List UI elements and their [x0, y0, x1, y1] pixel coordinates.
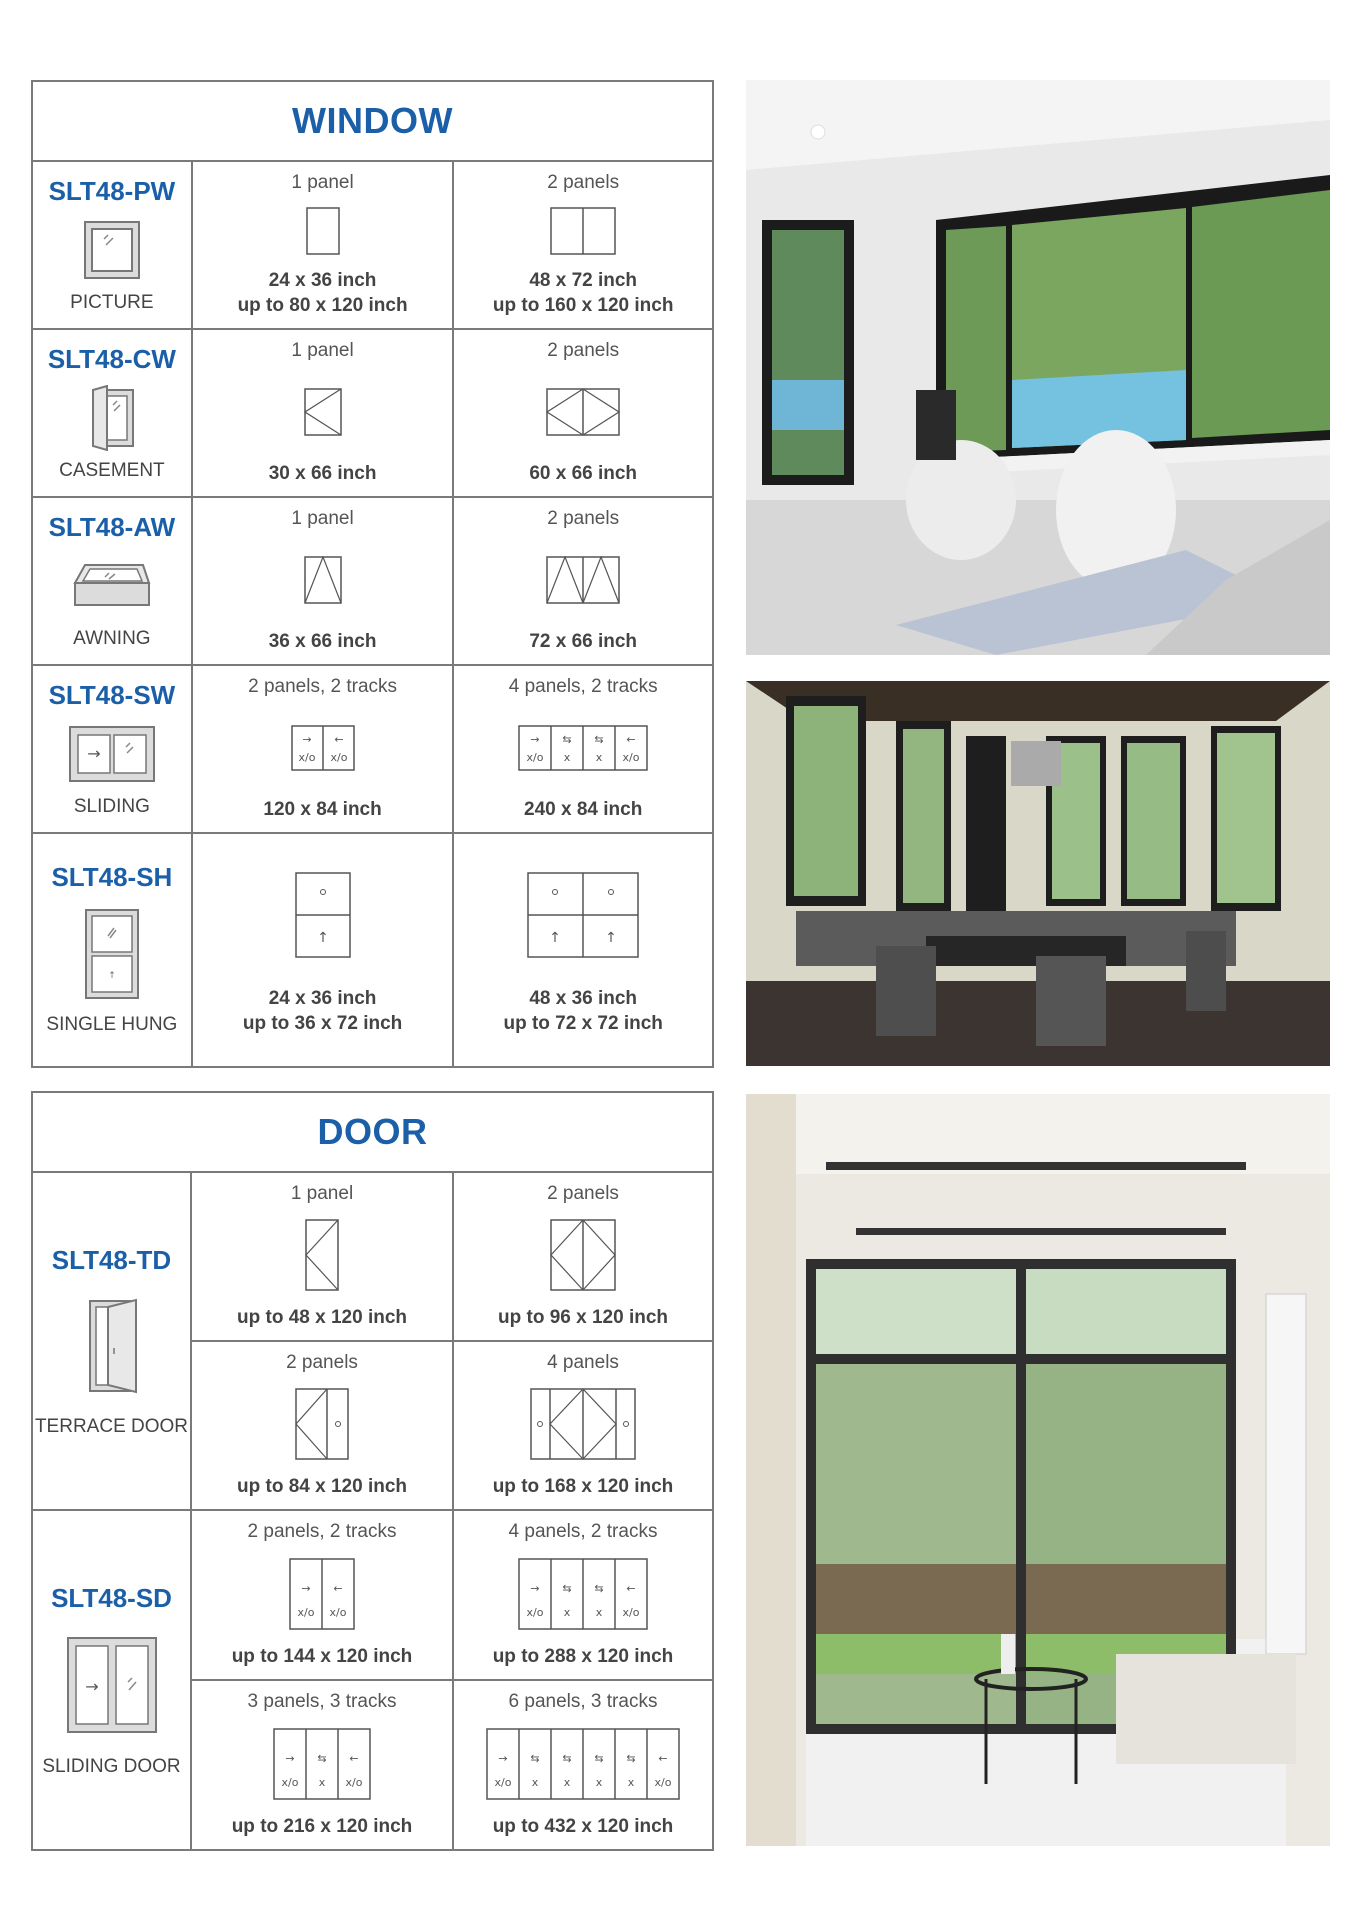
size-cell	[193, 834, 453, 1066]
single-hung-window-icon	[84, 908, 140, 1000]
svg-text:←: ←	[333, 1581, 343, 1595]
size-cell	[452, 1511, 712, 1679]
size-text	[493, 1644, 674, 1669]
one-terrace-panel-icon	[305, 1219, 339, 1291]
size-min: 120 x 84 inch	[263, 799, 382, 820]
size-cell	[452, 1342, 712, 1509]
size-max: up to 72 x 72 inch	[503, 1013, 663, 1034]
size-cell	[452, 1173, 712, 1340]
size-cell	[452, 1681, 712, 1849]
two-awning-panels-icon	[546, 556, 620, 604]
product-cell	[33, 330, 193, 496]
panel-count: 1 panel	[291, 508, 354, 529]
panel-count: 6 panels, 3 tracks	[508, 1691, 658, 1712]
svg-text:x/o: x/o	[345, 1775, 363, 1789]
size-max: up to 288 x 120 inch	[492, 1646, 674, 1667]
svg-text:x: x	[563, 750, 571, 764]
svg-text:x/o: x/o	[281, 1775, 299, 1789]
two-fixed-panels-icon	[550, 207, 616, 255]
svg-text:⇆: ⇆	[594, 1581, 604, 1595]
size-min: 24 x 36 inch	[268, 270, 377, 291]
svg-text:x/o: x/o	[654, 1775, 672, 1789]
panel-count: 2 panels	[547, 172, 620, 193]
size-text	[238, 268, 408, 318]
svg-text:x: x	[563, 1605, 571, 1619]
living-room-window-photo	[746, 80, 1330, 655]
size-text	[503, 986, 662, 1036]
size-min: 48 x 72 inch	[529, 270, 638, 291]
terrace-door-option-row	[192, 1340, 712, 1509]
size-text	[498, 1305, 668, 1330]
four-sliding-door-panels-icon	[518, 1558, 648, 1630]
panel-count: 2 panels	[547, 508, 620, 529]
svg-text:⇆: ⇆	[594, 1751, 604, 1765]
svg-text:x: x	[318, 1775, 326, 1789]
terrace-door-option-row	[192, 1173, 712, 1340]
size-max: up to 80 x 120 inch	[237, 295, 408, 316]
size-text	[493, 1474, 674, 1499]
product-type: TERRACE DOOR	[34, 1415, 189, 1437]
table-row	[33, 666, 712, 834]
svg-text:x: x	[627, 1775, 635, 1789]
size-max: up to 216 x 120 inch	[231, 1816, 413, 1837]
size-min: 48 x 36 inch	[529, 988, 638, 1009]
size-cell	[452, 666, 712, 832]
svg-text:⇆: ⇆	[562, 1581, 572, 1595]
product-code: SLT48-SH	[51, 862, 173, 892]
svg-text:x: x	[595, 750, 603, 764]
svg-text:←: ←	[626, 1581, 636, 1595]
panel-count: 1 panel	[290, 1183, 354, 1204]
panel-count: 3 panels, 3 tracks	[247, 1691, 397, 1712]
size-max: up to 84 x 120 inch	[237, 1476, 407, 1497]
size-text	[237, 1305, 407, 1330]
size-min: 60 x 66 inch	[529, 463, 638, 484]
two-terrace-panels-fixed-icon	[295, 1388, 349, 1460]
size-cell	[192, 1173, 452, 1340]
sliding-door-option-row	[192, 1511, 712, 1679]
svg-text:⇆: ⇆	[317, 1751, 327, 1765]
size-min: 36 x 66 inch	[268, 631, 377, 652]
product-code: SLT48-AW	[48, 512, 176, 542]
svg-text:x/o: x/o	[494, 1775, 512, 1789]
svg-text:⇆: ⇆	[562, 732, 572, 746]
svg-text:⇆: ⇆	[562, 1751, 572, 1765]
size-text	[232, 1644, 413, 1669]
svg-text:x/o: x/o	[622, 1605, 640, 1619]
size-cell	[452, 834, 712, 1066]
panel-count: 1 panel	[291, 172, 354, 193]
panel-count: 2 panels, 2 tracks	[247, 1521, 397, 1542]
size-cell	[192, 1681, 452, 1849]
table-row	[33, 1173, 712, 1511]
sunroom-sliding-door-photo	[746, 1094, 1330, 1846]
product-type: SINGLE HUNG	[46, 1014, 178, 1035]
product-cell	[33, 498, 193, 664]
two-sliding-door-panels-icon	[289, 1558, 355, 1630]
size-cell	[192, 1511, 452, 1679]
product-code: SLT48-SD	[51, 1582, 172, 1613]
sliding-door-icon	[66, 1636, 158, 1734]
size-text	[243, 986, 402, 1036]
size-max: up to 48 x 120 inch	[237, 1307, 407, 1328]
panel-count: 4 panels, 2 tracks	[508, 1521, 658, 1542]
two-sliding-panels-icon	[291, 725, 355, 771]
panel-count: 4 panels, 2 tracks	[508, 676, 658, 697]
svg-text:→: →	[87, 743, 101, 763]
dining-nook-window-photo	[746, 681, 1330, 1066]
svg-text:x: x	[563, 1775, 571, 1789]
svg-text:→: →	[530, 732, 540, 746]
panel-count: 2 panels	[286, 1352, 358, 1373]
svg-text:↑: ↑	[316, 930, 329, 946]
svg-text:→: →	[285, 1751, 295, 1765]
svg-text:⇆: ⇆	[530, 1751, 540, 1765]
svg-text:x: x	[595, 1605, 603, 1619]
panel-count: 2 panels	[547, 340, 620, 361]
svg-text:x/o: x/o	[622, 750, 640, 764]
svg-text:↑: ↑	[605, 930, 618, 946]
one-awning-panel-icon	[304, 556, 342, 604]
svg-text:→: →	[530, 1581, 540, 1595]
four-sliding-panels-icon	[518, 725, 648, 771]
size-text	[269, 461, 377, 486]
size-text	[269, 629, 377, 654]
size-min: 24 x 36 inch	[268, 988, 377, 1009]
svg-text:↑: ↑	[108, 970, 116, 981]
panel-count: 4 panels	[547, 1352, 619, 1373]
size-max: up to 36 x 72 inch	[242, 1013, 403, 1034]
product-type: CASEMENT	[59, 460, 165, 481]
door-table	[31, 1091, 714, 1851]
size-min: 240 x 84 inch	[524, 799, 643, 820]
svg-text:→: →	[301, 732, 312, 746]
svg-text:x/o: x/o	[329, 1605, 347, 1619]
panel-count: 1 panel	[291, 340, 354, 361]
product-cell	[33, 1511, 192, 1849]
window-table	[31, 80, 714, 1068]
svg-text:→: →	[498, 1751, 508, 1765]
panel-count: 2 panels	[547, 1183, 619, 1204]
size-max: up to 432 x 120 inch	[492, 1816, 674, 1837]
size-max: up to 96 x 120 inch	[498, 1307, 668, 1328]
svg-text:x/o: x/o	[297, 1605, 315, 1619]
table-row	[33, 834, 712, 1066]
svg-text:←: ←	[626, 732, 636, 746]
size-cell	[193, 162, 453, 328]
product-type: SLIDING	[73, 796, 150, 817]
product-code: SLT48-CW	[47, 344, 176, 374]
table-row	[33, 1511, 712, 1849]
size-cell	[452, 330, 712, 496]
one-single-hung-panel-icon	[295, 872, 351, 958]
product-code: SLT48-TD	[51, 1244, 172, 1275]
panel-count: 2 panels, 2 tracks	[248, 676, 398, 697]
product-type: AWNING	[73, 628, 151, 649]
picture-window-icon	[82, 219, 142, 281]
svg-text:x/o: x/o	[330, 750, 348, 764]
product-cell	[33, 162, 193, 328]
two-single-hung-panels-icon	[527, 872, 639, 958]
door-table-title: DOOR	[33, 1093, 712, 1173]
terrace-door-options	[192, 1173, 712, 1509]
size-text	[529, 629, 637, 654]
svg-text:x/o: x/o	[526, 750, 544, 764]
product-type: SLIDING DOOR	[42, 1755, 181, 1777]
awning-window-icon	[71, 563, 153, 609]
six-sliding-door-panels-icon	[486, 1728, 680, 1800]
size-max: up to 144 x 120 inch	[231, 1646, 413, 1667]
product-type: PICTURE	[70, 292, 154, 313]
one-casement-panel-icon	[304, 388, 342, 436]
size-text	[237, 1474, 407, 1499]
size-text	[529, 461, 637, 486]
size-max: up to 160 x 120 inch	[492, 295, 674, 316]
table-row	[33, 330, 712, 498]
product-code: SLT48-SW	[48, 680, 176, 710]
svg-text:→: →	[301, 1581, 311, 1595]
size-text	[493, 268, 674, 318]
size-cell	[452, 498, 712, 664]
size-cell	[193, 666, 453, 832]
size-cell	[193, 498, 453, 664]
svg-text:x/o: x/o	[526, 1605, 544, 1619]
two-casement-panels-icon	[546, 388, 620, 436]
one-fixed-panel-icon	[306, 207, 340, 255]
svg-text:⇆: ⇆	[594, 732, 604, 746]
svg-text:←: ←	[658, 1751, 668, 1765]
svg-text:→: →	[84, 1676, 99, 1696]
table-row	[33, 162, 712, 330]
product-cell	[33, 666, 193, 832]
product-cell	[33, 834, 193, 1066]
size-max: up to 168 x 120 inch	[492, 1476, 674, 1497]
svg-text:x: x	[595, 1775, 603, 1789]
svg-text:⇆: ⇆	[626, 1751, 636, 1765]
three-sliding-door-panels-icon	[273, 1728, 371, 1800]
svg-text:←: ←	[333, 732, 344, 746]
size-cell	[192, 1342, 452, 1509]
terrace-door-icon	[84, 1298, 140, 1394]
product-cell	[33, 1173, 192, 1509]
two-terrace-panels-icon	[550, 1219, 616, 1291]
size-cell	[193, 330, 453, 496]
size-text	[524, 797, 642, 822]
size-min: 30 x 66 inch	[268, 463, 377, 484]
window-table-title: WINDOW	[33, 82, 712, 162]
size-text	[232, 1814, 413, 1839]
svg-text:x/o: x/o	[298, 750, 316, 764]
sliding-door-options	[192, 1511, 712, 1849]
size-min: 72 x 66 inch	[529, 631, 638, 652]
table-row	[33, 498, 712, 666]
size-text	[493, 1814, 674, 1839]
four-terrace-panels-icon	[530, 1388, 636, 1460]
svg-text:←: ←	[349, 1751, 359, 1765]
casement-window-icon	[87, 385, 137, 451]
product-code: SLT48-PW	[48, 176, 176, 206]
size-cell	[452, 162, 712, 328]
sliding-window-icon	[68, 725, 156, 783]
sliding-door-option-row	[192, 1679, 712, 1849]
size-text	[263, 797, 381, 822]
svg-text:↑: ↑	[549, 930, 562, 946]
svg-text:x: x	[531, 1775, 539, 1789]
